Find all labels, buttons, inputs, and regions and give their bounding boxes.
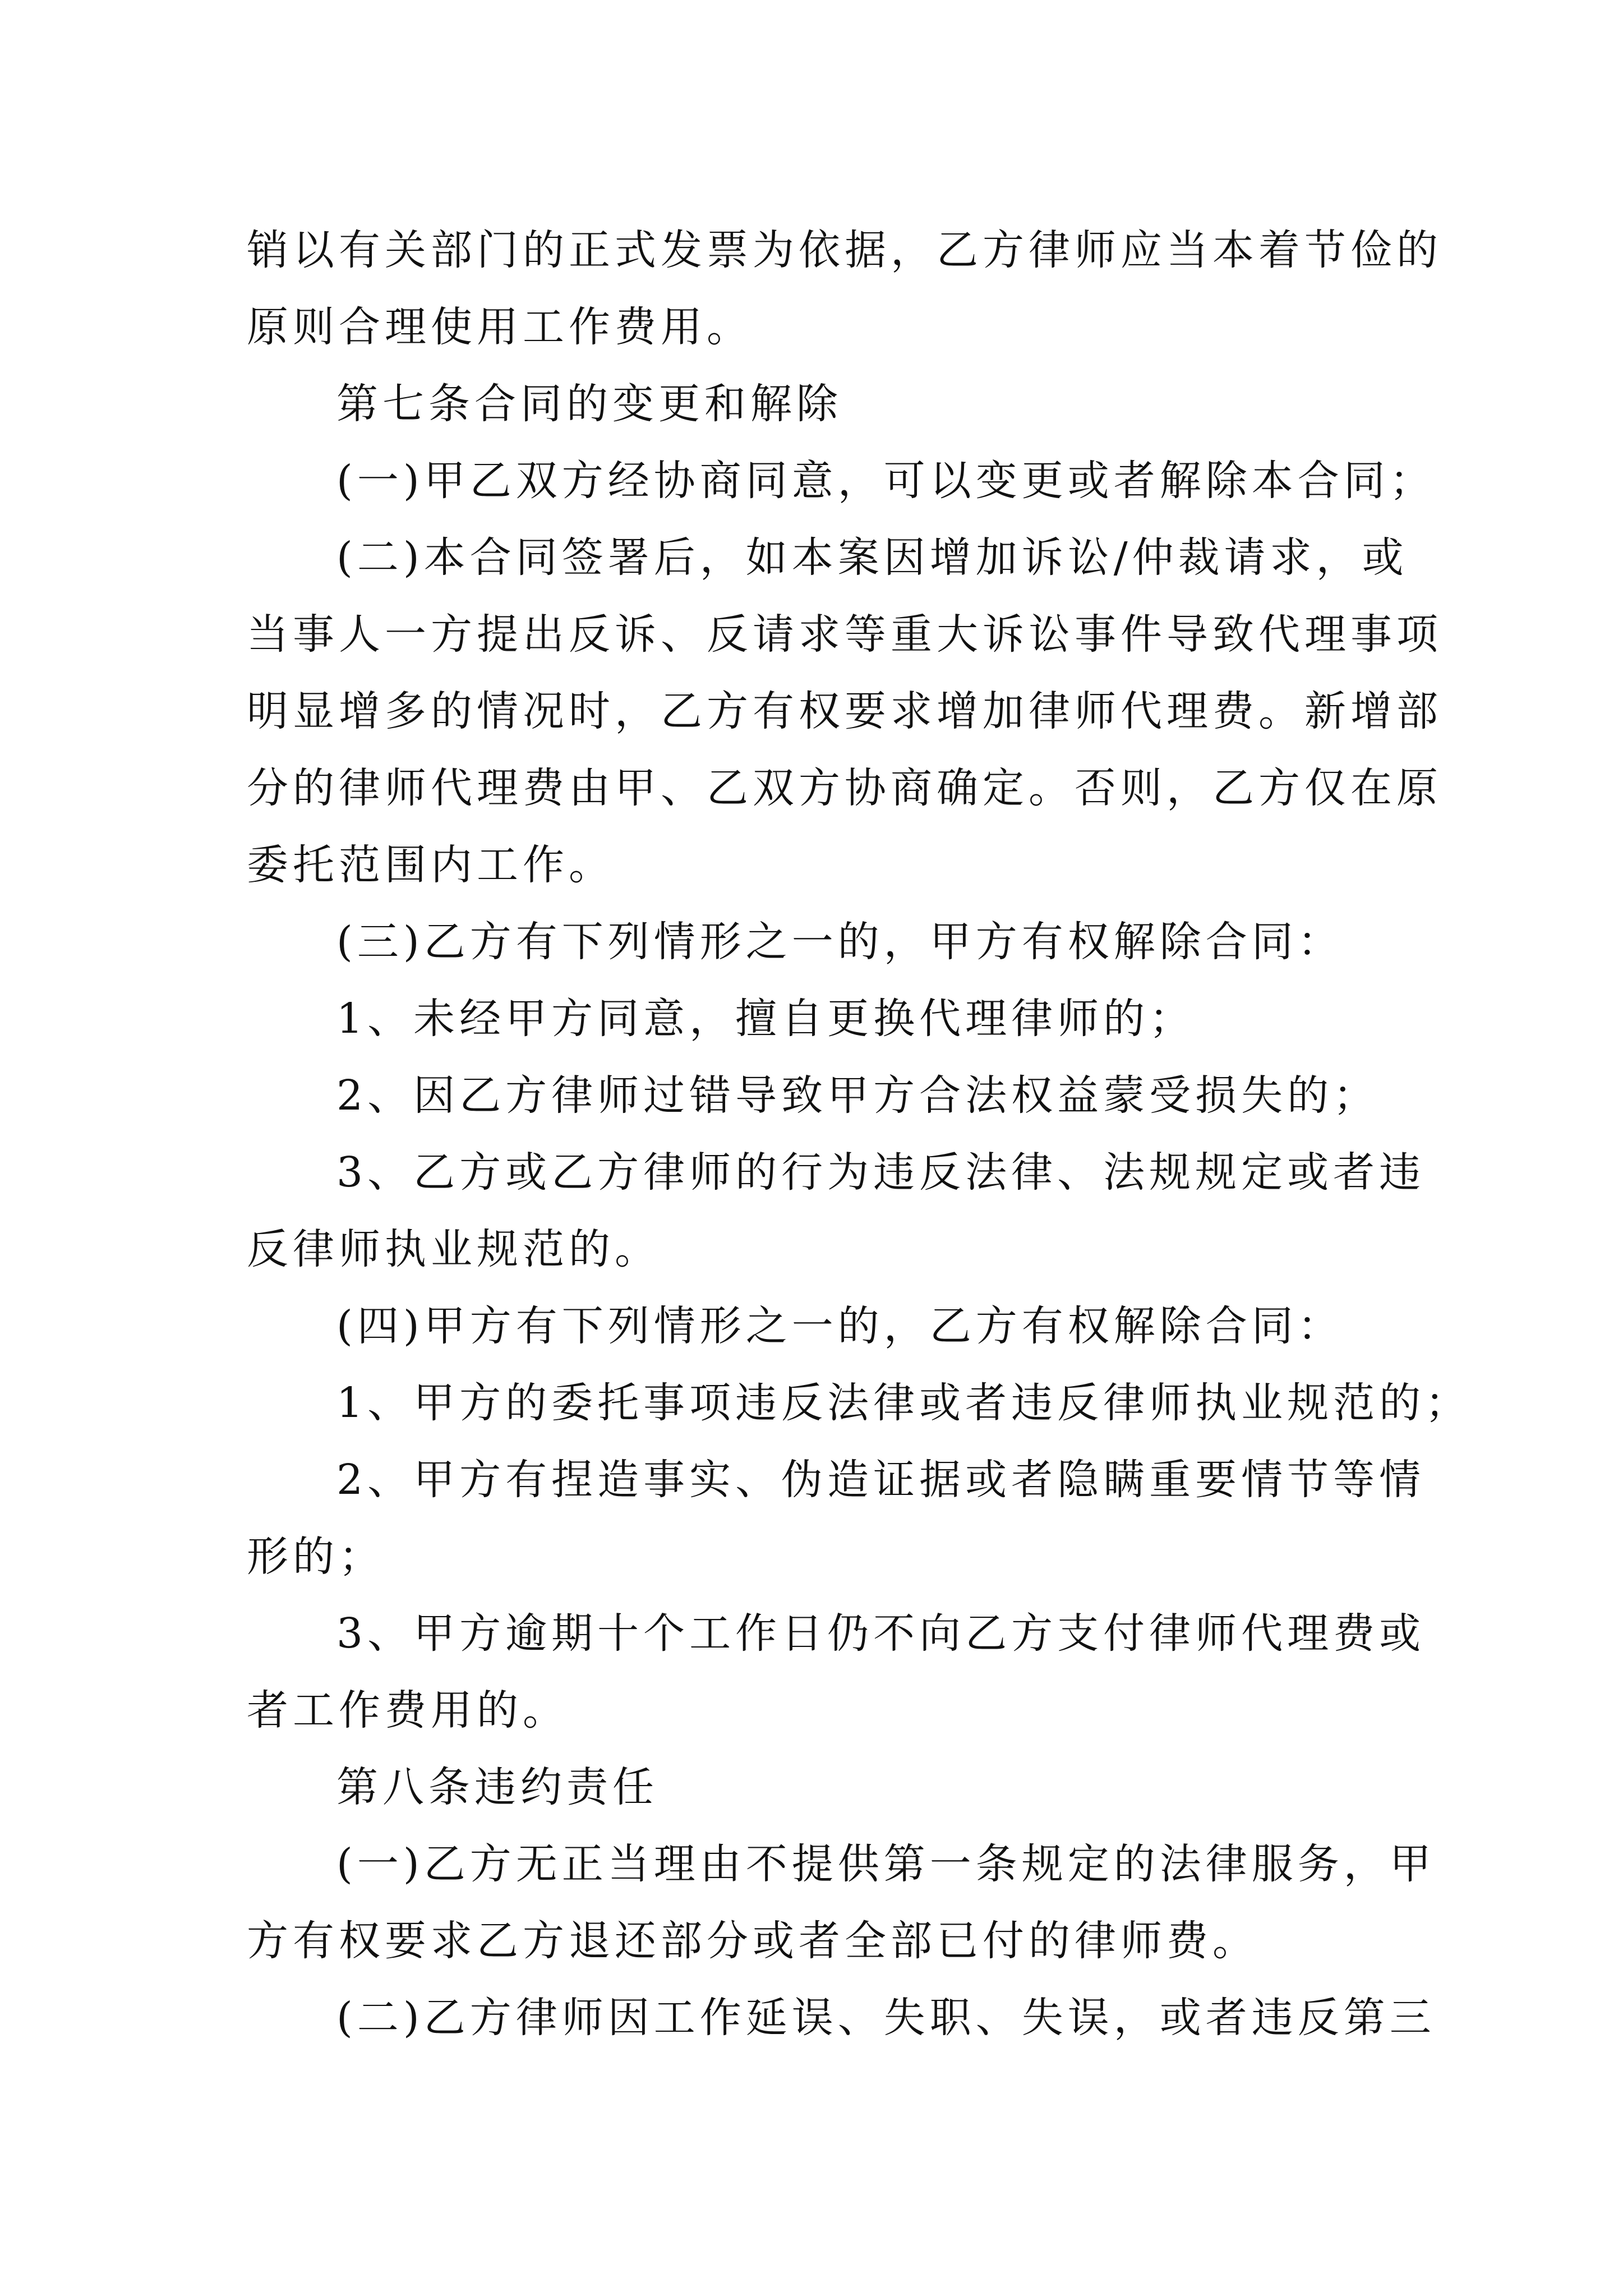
text-line: 3、甲方逾期十个工作日仍不向乙方支付律师代理费或 — [336, 1609, 1426, 1658]
section-heading: 第八条违约责任 — [336, 1763, 658, 1811]
text-line: (一)乙方无正当理由不提供第一条规定的法律服务，甲 — [336, 1840, 1436, 1888]
text-line: 原则合理使用工作费用。 — [247, 303, 753, 351]
text-line: 3、乙方或乙方律师的行为违反法律、法规规定或者违 — [336, 1148, 1426, 1197]
document-body — [247, 212, 1472, 2056]
text-line: (二)本合同签署后，如本案因增加诉讼/仲裁请求，或 — [336, 533, 1408, 582]
text-line: (二)乙方律师因工作延误、失职、失误，或者违反第三 — [336, 1994, 1436, 2042]
text-line: 销以有关部门的正式发票为依据，乙方律师应当本着节俭的 — [247, 226, 1442, 274]
text-line: 反律师执业规范的。 — [247, 1225, 661, 1273]
section-heading: 第七条合同的变更和解除 — [336, 380, 842, 428]
text-line: (四)甲方有下列情形之一的，乙方有权解除合同： — [336, 1302, 1344, 1350]
text-line: 当事人一方提出反诉、反请求等重大诉讼事件导致代理事项 — [247, 610, 1442, 659]
text-line: 2、甲方有捏造事实、伪造证据或者隐瞒重要情节等情 — [336, 1456, 1426, 1504]
text-line: 方有权要求乙方退还部分或者全部已付的律师费。 — [247, 1917, 1258, 1965]
text-line: 分的律师代理费由甲、乙双方协商确定。否则，乙方仅在原 — [247, 764, 1442, 812]
text-line: 形的； — [247, 1533, 385, 1581]
text-line: 1、未经甲方同意，擅自更换代理律师的； — [336, 995, 1196, 1043]
text-line: (一)甲乙双方经协商同意，可以变更或者解除本合同； — [336, 457, 1436, 505]
text-line: (三)乙方有下列情形之一的，甲方有权解除合同： — [336, 918, 1344, 966]
text-line: 1、甲方的委托事项违反法律或者违反律师执业规范的； — [336, 1379, 1472, 1427]
text-line: 2、因乙方律师过错导致甲方合法权益蒙受损失的； — [336, 1071, 1380, 1120]
text-line: 明显增多的情况时，乙方有权要求增加律师代理费。新增部 — [247, 687, 1442, 735]
text-line: 者工作费用的。 — [247, 1686, 569, 1734]
text-line: 委托范围内工作。 — [247, 841, 615, 889]
